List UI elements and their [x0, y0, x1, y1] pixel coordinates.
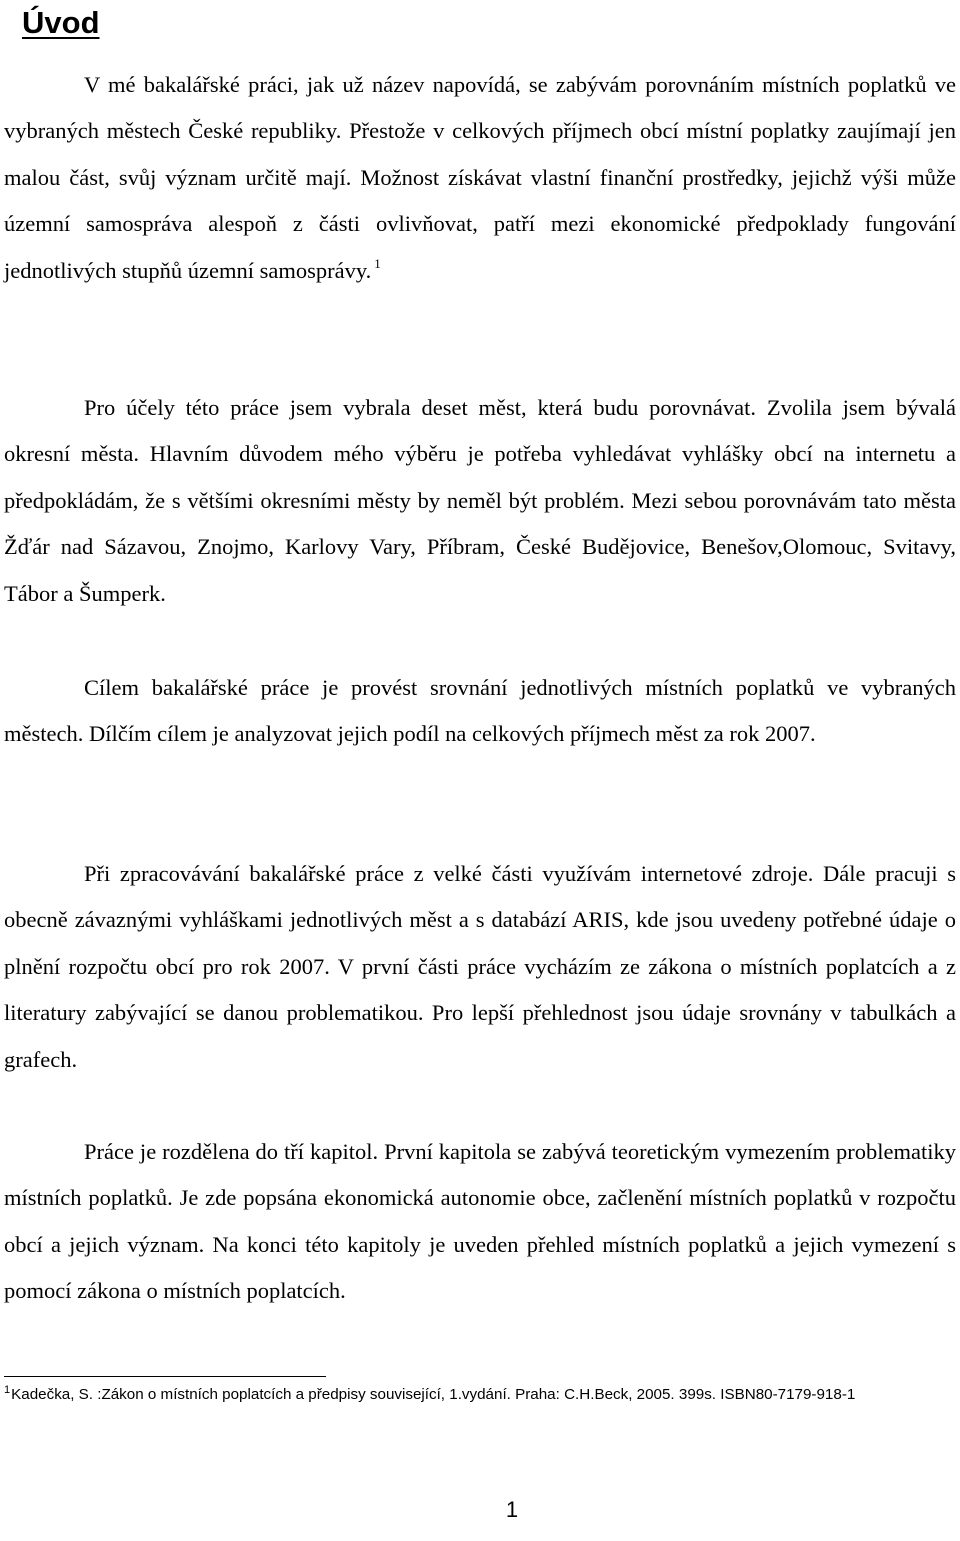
footnote-reference[interactable]: 1: [374, 255, 381, 271]
page-number: 1: [505, 1497, 519, 1522]
paragraph-intro-text: V mé bakalářské práci, jak už název napovídá, se zabývám porovnáním místních poplatků ve vybraných městech České republiky. Přestože v celkových příjmech obcí místní poplatky zaujímají jen malou část, svůj význam určitě mají. Možnost získávat vlastní finanční prostředky, jejichž výši může územní samospráva alespoň z části ovlivňovat, patří mezi ekonomické předpoklady fungování jednotlivých stupňů územní samosprávy.: [4, 72, 956, 283]
footnote-separator: [4, 1376, 326, 1377]
footnote-number: 1: [4, 1384, 11, 1396]
paragraph-intro: [4, 62, 956, 294]
page-title: Úvod: [22, 5, 100, 40]
paragraph-structure: Práce je rozdělena do tří kapitol. První kapitola se zabývá teoretickým vymezením problematiky místních poplatků. Je zde popsána ekonomická autonomie obce, začlenění místních poplatků v rozpočtu obcí a jejich význam. Na konci této kapitoly je uveden přehled místních poplatků a jejich vymezení s pomocí zákona o místních poplatcích.: [4, 1139, 956, 1304]
footnote: [4, 1384, 944, 1406]
paragraph-selection: Pro účely této práce jsem vybrala deset měst, která budu porovnávat. Zvolila jsem bývalá okresní města. Hlavním důvodem mého výběru je potřeba vyhledávat vyhlášky obcí na internetu a předpokládám, že s většími okresními městy by neměl být problém. Mezi sebou porovnávám tato města Žďár nad Sázavou, Znojmo, Karlovy Vary, Příbram, České Budějovice, Benešov,Olomouc, Svitavy, Tábor a Šumperk.: [4, 395, 956, 606]
paragraph-goal: Cílem bakalářské práce je provést srovnání jednotlivých místních poplatků ve vybraných městech. Dílčím cílem je analyzovat jejich podíl na celkových příjmech měst za rok 2007.: [4, 675, 956, 747]
footnote-text: Kadečka, S. :Zákon o místních poplatcích a předpisy související, 1.vydání. Praha: C.H.Beck, 2005. 399s. ISBN80-7179-918-1: [11, 1386, 856, 1403]
paragraph-sources: Při zpracovávání bakalářské práce z velké části využívám internetové zdroje. Dále pracuji s obecně závaznými vyhláškami jednotlivých měst a s databází ARIS, kde jsou uvedeny potřebné údaje o plnění rozpočtu obcí pro rok 2007. V první části práce vycházím ze zákona o místních poplatcích a z literatury zabývající se danou problematikou. Pro lepší přehlednost jsou údaje srovnány v tabulkách a grafech.: [4, 861, 956, 1072]
